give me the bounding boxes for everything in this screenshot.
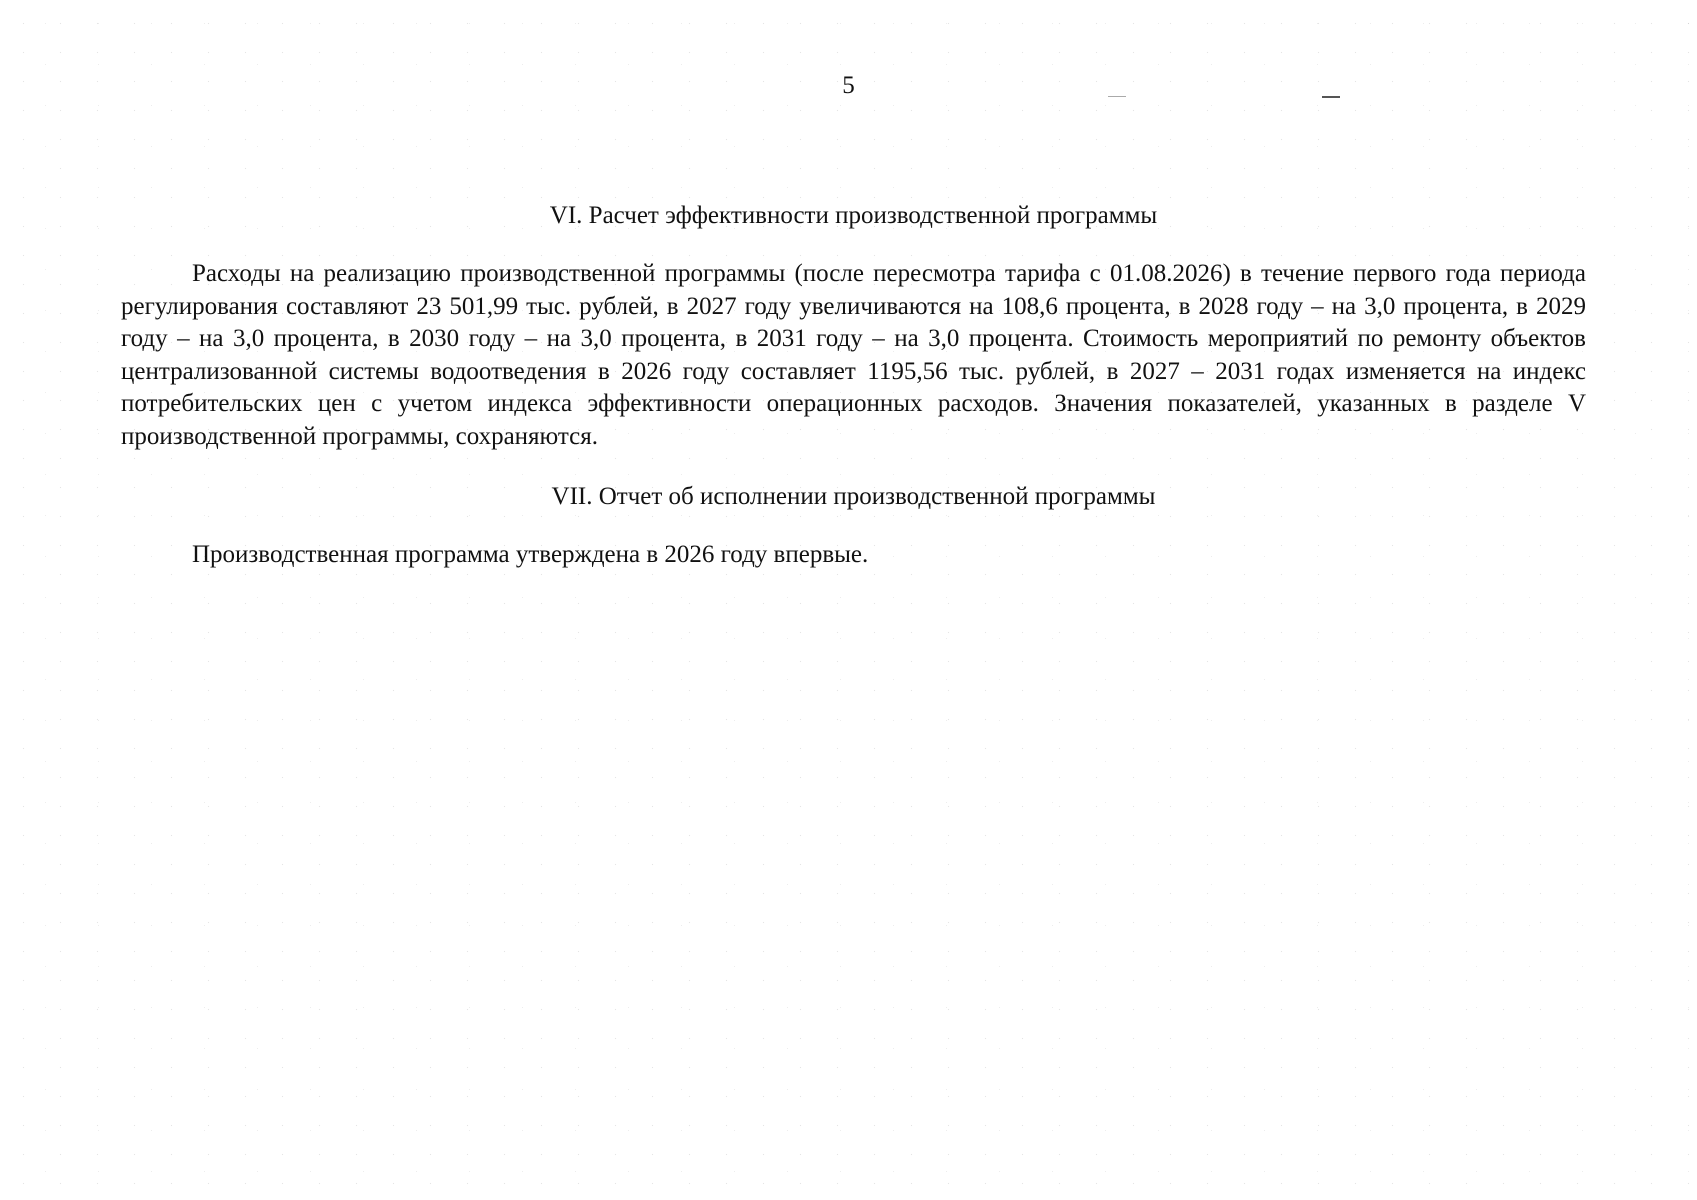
scan-artifact: [1322, 96, 1340, 98]
section-heading-6: VI. Расчет эффективности производственной программы: [549, 202, 1158, 229]
section-paragraph-6: Расходы на реализацию производственной программы (после пересмотра тарифа с 01.08.2026) в течение первого года периода регулирования составляют 23 501,99 тыс. рублей, в 2027 году увеличиваются на 108,6 процента, в 2028 году – на 3,0 процента, в 2029 году – на 3,0 процента, в 2030 году – на 3,0 процента, в 2031 году – на 3,0 процента. Стоимость мероприятий по ремонту объектов централизованной системы водоотведения в 2026 году составляет 1195,56 тыс. рублей, в 2027 – 2031 годах изменяется на индекс потребительских цен с учетом индекса эффективности операционных расходов. Значения показателей, указанных в разделе V производственной программы, сохраняются.: [121, 260, 1586, 450]
document-body: [121, 200, 1586, 572]
page-number: 5: [842, 72, 855, 99]
scan-artifact: [1108, 96, 1126, 97]
section-heading-7: VII. Отчет об исполнении производственной программы: [551, 483, 1156, 510]
section-paragraph-7: Производственная программа утверждена в 2026 году впервые.: [192, 541, 869, 568]
